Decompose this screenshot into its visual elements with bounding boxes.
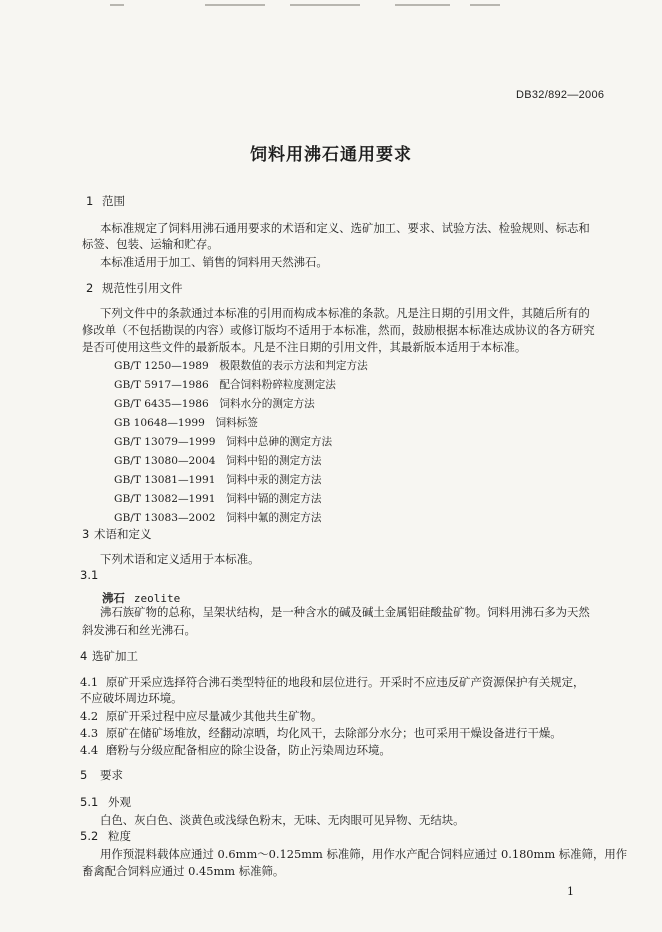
clause-number: 3.1 — [80, 568, 99, 582]
clause-text: 原矿开采应选择符合沸石类型特征的地段和层位进行。开采时不应违反矿产资源保护有关规定， — [106, 675, 585, 689]
subsection-heading-appearance — [80, 794, 131, 810]
section-number: 5 — [80, 768, 88, 782]
reference-item: GB/T 13080—2004 饲料中铅的测定方法 — [114, 455, 322, 467]
section-title: 术语和定义 — [94, 527, 152, 541]
section-heading-processing — [80, 648, 138, 664]
clause-text: 原矿开采过程中应尽量减少其他共生矿物。 — [106, 709, 323, 723]
section-title: 要求 — [100, 768, 123, 782]
scan-artifact — [0, 4, 662, 10]
clause-number: 4.1 — [80, 675, 99, 689]
page-number: 1 — [567, 885, 574, 898]
reference-item: GB/T 6435—1986 饲料水分的测定方法 — [114, 398, 315, 410]
paragraph-line: 下列文件中的条款通过本标准的引用而构成本标准的条款。凡是注日期的引用文件，其随后所有的 — [100, 306, 590, 320]
reference-item: GB/T 1250—1989 极限数值的表示方法和判定方法 — [114, 360, 368, 372]
clause-number: 5.2 — [80, 829, 99, 843]
reference-item: GB/T 13079—1999 饲料中总砷的测定方法 — [114, 436, 333, 448]
section-heading-requirements — [80, 767, 123, 783]
section-title: 规范性引用文件 — [102, 281, 183, 295]
paragraph-line: 下列术语和定义适用于本标准。 — [100, 552, 260, 566]
clause-text: 原矿在储矿场堆放，经翻动凉晒，均化风干，去除部分水分；也可采用干燥设备进行干燥。 — [106, 726, 562, 740]
section-title: 范围 — [102, 194, 125, 208]
clause-line — [80, 741, 391, 759]
section-heading-terms — [82, 526, 152, 542]
reference-item: GB/T 13081—1991 饲料中汞的测定方法 — [114, 474, 322, 486]
clause-line — [80, 724, 562, 742]
clause-number: 5.1 — [80, 795, 99, 809]
section-number: 1 — [86, 194, 94, 208]
section-number: 4 — [80, 649, 88, 663]
clause-number: 4.4 — [80, 743, 99, 757]
subsection-title: 外观 — [108, 795, 131, 809]
paragraph-line: 本标准规定了饲料用沸石通用要求的术语和定义、选矿加工、要求、试验方法、检验规则、标志和 — [100, 221, 590, 235]
subsection-heading-particle-size — [80, 828, 131, 844]
section-heading-scope — [86, 193, 125, 209]
paragraph-line: 标签、包装、运输和贮存。 — [82, 237, 219, 251]
clause-line: 不应破坏周边环境。 — [80, 691, 183, 705]
paragraph-line: 修改单（不包括勘误的内容）或修订版均不适用于本标准，然而，鼓励根据本标准达成协议的各方研究 — [82, 323, 595, 337]
reference-item: GB/T 13082—1991 饲料中镉的测定方法 — [114, 493, 322, 505]
section-number: 3 — [82, 527, 90, 541]
clause-number: 4.3 — [80, 726, 99, 740]
section-number: 2 — [86, 281, 94, 295]
definition-line: 斜发沸石和丝光沸石。 — [82, 623, 196, 637]
clause-text: 磨粉与分级应配备相应的除尘设备，防止污染周边环境。 — [106, 743, 391, 757]
paragraph-line: 畜禽配合饲料应通过 0.45mm 标准筛。 — [82, 864, 285, 878]
reference-item: GB/T 5917—1986 配合饲料粉碎粒度测定法 — [114, 379, 336, 391]
page-title: 饲料用沸石通用要求 — [250, 145, 412, 165]
subsection-title: 粒度 — [108, 829, 131, 843]
term-chinese: 沸石 — [102, 591, 125, 605]
term-english: zeolite — [133, 592, 181, 605]
paragraph-line: 是否可使用这些文件的最新版本。凡是不注日期的引用文件，其最新版本适用于本标准。 — [82, 340, 527, 354]
clause-line — [80, 707, 322, 725]
paragraph-line: 用作预混料载体应通过 0.6mm～0.125mm 标准筛，用作水产配合饲料应通过 0.180mm 标准筛，用作 — [100, 847, 628, 861]
definition-line: 沸石族矿物的总称，呈架状结构，是一种含水的碱及碱土金属铝硅酸盐矿物。饲料用沸石多为天然 — [100, 605, 590, 619]
paragraph-line: 本标准适用于加工、销售的饲料用天然沸石。 — [100, 255, 328, 269]
reference-item: GB/T 13083—2002 饲料中氟的测定方法 — [114, 512, 322, 524]
section-heading-normative-references — [86, 280, 183, 296]
reference-item: GB 10648—1999 饲料标签 — [114, 417, 258, 429]
standard-code: DB32/892—2006 — [516, 89, 605, 101]
paragraph-line: 白色、灰白色、淡黄色或浅绿色粉末，无味、无肉眼可见异物、无结块。 — [100, 813, 465, 827]
clause-number: 4.2 — [80, 709, 99, 723]
section-title: 选矿加工 — [92, 649, 138, 663]
